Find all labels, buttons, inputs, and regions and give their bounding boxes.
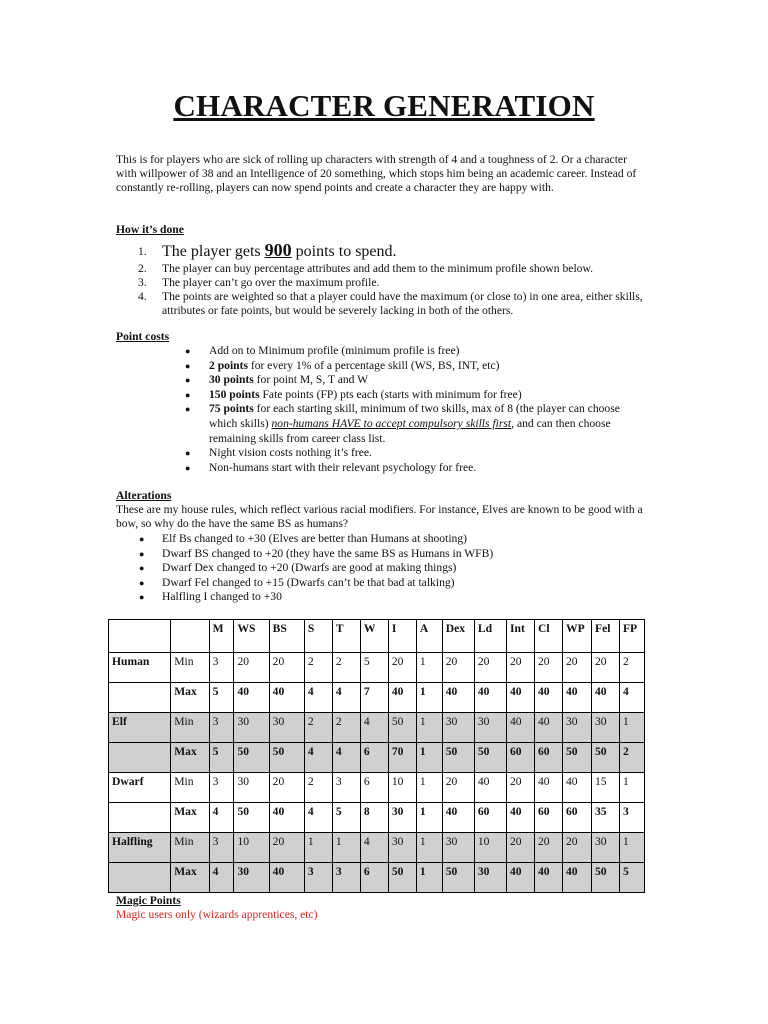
profile-table-body: [109, 620, 645, 893]
cost-text: Add on to Minimum profile (minimum profile is free): [209, 344, 460, 357]
list-item: [116, 240, 656, 262]
table-cell: 40: [474, 773, 506, 803]
table-cell: 5: [332, 803, 360, 833]
table-cell: 10: [234, 833, 269, 863]
table-cell: 5: [360, 653, 388, 683]
step-text: The player can’t go over the maximum profile.: [162, 276, 380, 289]
cost-text: , and can then choose remaining skills from career class list.: [209, 416, 611, 445]
table-cell: 60: [474, 803, 506, 833]
table-cell: 1: [416, 803, 442, 833]
table-cell: 50: [562, 743, 591, 773]
table-header-cell: S: [304, 620, 332, 653]
table-cell: 3: [304, 863, 332, 893]
table-cell: 5: [209, 743, 234, 773]
table-cell: 40: [591, 683, 619, 713]
bullet-icon: ●: [185, 346, 191, 356]
table-cell: 8: [360, 803, 388, 833]
table-cell: 20: [562, 653, 591, 683]
table-cell: 4: [360, 833, 388, 863]
magic-heading: Magic Points: [116, 894, 181, 907]
table-cell: 5: [619, 863, 644, 893]
table-cell: 40: [442, 683, 474, 713]
table-cell: 3: [332, 863, 360, 893]
table-cell: 40: [269, 683, 304, 713]
table-cell: 50: [234, 803, 269, 833]
list-item: [116, 359, 646, 374]
cost-text: Night vision costs nothing it’s free.: [209, 446, 372, 460]
list-item: [116, 402, 646, 446]
race-name-cell: [109, 683, 171, 713]
table-cell: 50: [442, 743, 474, 773]
table-cell: 50: [388, 713, 416, 743]
table-row: [109, 683, 645, 713]
cost-text: Fate points (FP) pts each (starts with minimum for free): [259, 387, 522, 401]
table-cell: 30: [388, 833, 416, 863]
table-cell: 20: [562, 833, 591, 863]
row-label-cell: Min: [171, 713, 209, 743]
table-cell: 30: [562, 713, 591, 743]
table-cell: 40: [534, 713, 562, 743]
table-cell: 20: [269, 653, 304, 683]
bullet-icon: ●: [139, 534, 145, 544]
bullet-icon: ●: [139, 592, 145, 603]
table-cell: 40: [562, 773, 591, 803]
list-item: [116, 373, 646, 388]
cost-text: for point M, S, T and W: [253, 373, 369, 387]
table-row: [109, 803, 645, 833]
table-header-cell: I: [388, 620, 416, 653]
table-cell: 10: [474, 833, 506, 863]
list-number: 4.: [138, 290, 147, 303]
list-item: [116, 547, 646, 562]
table-cell: 6: [360, 863, 388, 893]
table-cell: 20: [388, 653, 416, 683]
table-cell: 3: [209, 713, 234, 743]
table-cell: 40: [388, 683, 416, 713]
table-cell: 5: [209, 683, 234, 713]
table-cell: 20: [507, 653, 535, 683]
alteration-text: Dwarf BS changed to +20 (they have the same BS as Humans in WFB): [162, 546, 494, 560]
table-cell: 50: [234, 743, 269, 773]
table-cell: 1: [416, 743, 442, 773]
table-cell: 30: [442, 833, 474, 863]
table-cell: 1: [416, 683, 442, 713]
list-item: [116, 590, 646, 605]
table-header-cell: W: [360, 620, 388, 653]
intro-paragraph: This is for players who are sick of rolling up characters with strength of 4 and a toughness of 2. Or a character with willpower of 38 and an Intelligence of 20 something, which stops him being an academic career. Instead of constantly re-rolling, players can now spend points and create a character they are happy with.: [116, 153, 637, 194]
table-header-cell: Cl: [534, 620, 562, 653]
table-cell: 1: [332, 833, 360, 863]
table-cell: 1: [416, 863, 442, 893]
table-header-cell: FP: [619, 620, 644, 653]
list-item: [116, 446, 646, 461]
table-cell: 30: [388, 803, 416, 833]
table-cell: 40: [562, 863, 591, 893]
table-cell: 30: [234, 863, 269, 893]
table-cell: 20: [234, 653, 269, 683]
cost-amount: 150 points: [209, 387, 260, 401]
table-cell: 40: [507, 863, 535, 893]
table-cell: 2: [304, 773, 332, 803]
table-cell: 50: [591, 863, 619, 893]
table-cell: 2: [332, 713, 360, 743]
table-cell: 3: [209, 773, 234, 803]
table-cell: 20: [442, 653, 474, 683]
bullet-icon: ●: [139, 548, 145, 559]
table-cell: 2: [332, 653, 360, 683]
table-cell: 40: [234, 683, 269, 713]
bullet-icon: ●: [185, 448, 191, 459]
table-cell: 4: [332, 683, 360, 713]
table-cell: 70: [388, 743, 416, 773]
table-cell: 2: [304, 653, 332, 683]
table-cell: 30: [474, 863, 506, 893]
table-header-cell: WS: [234, 620, 269, 653]
table-cell: 50: [474, 743, 506, 773]
table-cell: 10: [388, 773, 416, 803]
row-label-cell: Max: [171, 743, 209, 773]
alterations-intro: These are my house rules, which reflect various racial modifiers. For instance, Elves are known to be good with a bow, so why do the have the same BS as humans?: [116, 503, 643, 530]
table-cell: 30: [234, 773, 269, 803]
table-cell: 6: [360, 773, 388, 803]
table-row: [109, 653, 645, 683]
list-item: [116, 290, 656, 318]
race-name-cell: Halfling: [109, 833, 171, 863]
table-cell: 30: [591, 713, 619, 743]
page-title: CHARACTER GENERATION: [173, 88, 595, 123]
row-label-cell: Min: [171, 653, 209, 683]
table-cell: 3: [332, 773, 360, 803]
step1-points: 900: [264, 240, 292, 260]
table-cell: 30: [234, 713, 269, 743]
bullet-icon: ●: [185, 462, 191, 473]
table-header-cell: Int: [507, 620, 535, 653]
table-cell: 3: [619, 803, 644, 833]
table-cell: 4: [619, 683, 644, 713]
alteration-text: Dwarf Dex changed to +20 (Dwarfs are good at making things): [162, 561, 457, 575]
table-cell: 20: [442, 773, 474, 803]
table-cell: 30: [474, 713, 506, 743]
magic-text: Magic users only (wizards apprentices, etc): [116, 908, 318, 921]
race-name-cell: [109, 863, 171, 893]
list-number: 3.: [138, 276, 147, 289]
table-row: [109, 713, 645, 743]
bullet-icon: ●: [185, 375, 191, 386]
table-cell: 20: [474, 653, 506, 683]
bullet-icon: ●: [139, 563, 145, 574]
list-item: [116, 276, 656, 290]
table-cell: 1: [416, 713, 442, 743]
table-cell: 20: [269, 773, 304, 803]
costs-heading: Point costs: [116, 330, 170, 343]
table-cell: 50: [388, 863, 416, 893]
table-cell: 3: [209, 653, 234, 683]
cost-amount: 75 points: [209, 402, 254, 416]
table-cell: 20: [269, 833, 304, 863]
table-cell: 30: [442, 713, 474, 743]
table-cell: 60: [562, 803, 591, 833]
table-cell: 40: [507, 803, 535, 833]
alterations-heading: Alterations: [116, 489, 172, 502]
alteration-text: Elf Bs changed to +30 (Elves are better than Humans at shooting): [162, 532, 467, 545]
table-cell: 40: [534, 683, 562, 713]
row-label-cell: Max: [171, 863, 209, 893]
table-cell: 40: [269, 863, 304, 893]
table-cell: 40: [562, 683, 591, 713]
table-cell: 4: [304, 743, 332, 773]
alteration-text: Dwarf Fel changed to +15 (Dwarfs can’t be that bad at talking): [162, 575, 455, 589]
table-cell: 1: [619, 773, 644, 803]
race-name-cell: [109, 743, 171, 773]
table-cell: 20: [534, 653, 562, 683]
table-row: [109, 863, 645, 893]
table-cell: 2: [619, 653, 644, 683]
race-name-cell: Elf: [109, 713, 171, 743]
list-item: [116, 561, 646, 576]
table-cell: 6: [360, 743, 388, 773]
table-cell: 50: [269, 743, 304, 773]
table-cell: 40: [534, 773, 562, 803]
table-header-cell: T: [332, 620, 360, 653]
table-cell: 60: [507, 743, 535, 773]
table-header-row: [109, 620, 645, 653]
table-cell: 15: [591, 773, 619, 803]
table-cell: 4: [332, 743, 360, 773]
table-cell: 30: [591, 833, 619, 863]
table-cell: 60: [534, 803, 562, 833]
table-row: [109, 743, 645, 773]
step1-prefix: The player gets: [162, 243, 265, 260]
table-header-cell: Fel: [591, 620, 619, 653]
table-header-cell: WP: [562, 620, 591, 653]
table-cell: 3: [209, 833, 234, 863]
costs-list: [116, 344, 646, 475]
table-cell: 40: [534, 863, 562, 893]
alteration-text: Halfling I changed to +30: [162, 590, 282, 604]
row-label-cell: Max: [171, 803, 209, 833]
table-cell: 4: [209, 803, 234, 833]
table-cell: 1: [416, 653, 442, 683]
table-cell: 40: [507, 683, 535, 713]
table-header-cell: [171, 620, 209, 653]
table-cell: 1: [416, 773, 442, 803]
table-cell: 2: [619, 743, 644, 773]
list-item: [116, 262, 656, 276]
table-header-cell: A: [416, 620, 442, 653]
table-cell: 35: [591, 803, 619, 833]
table-cell: 50: [442, 863, 474, 893]
list-number: 1.: [138, 245, 147, 258]
list-item: [116, 576, 646, 591]
profile-table: [108, 619, 645, 893]
table-cell: 1: [619, 833, 644, 863]
table-cell: 4: [209, 863, 234, 893]
bullet-icon: ●: [185, 360, 191, 371]
table-header-cell: M: [209, 620, 234, 653]
table-cell: 50: [591, 743, 619, 773]
list-item: [116, 532, 646, 547]
cost-amount: 2 points: [209, 358, 248, 372]
table-row: [109, 833, 645, 863]
list-item: [116, 461, 646, 476]
race-name-cell: [109, 803, 171, 833]
row-label-cell: Max: [171, 683, 209, 713]
step-text: The player can buy percentage attributes and add them to the minimum profile shown below.: [162, 262, 593, 275]
step1-suffix: points to spend.: [291, 243, 397, 260]
table-cell: 20: [534, 833, 562, 863]
table-cell: 1: [416, 833, 442, 863]
cost-amount: 30 points: [209, 373, 254, 387]
table-cell: 2: [304, 713, 332, 743]
table-cell: 4: [360, 713, 388, 743]
table-cell: 7: [360, 683, 388, 713]
table-header-cell: Dex: [442, 620, 474, 653]
list-item: [116, 344, 646, 359]
bullet-icon: ●: [185, 404, 191, 415]
alterations-list: [116, 532, 646, 605]
table-header-cell: BS: [269, 620, 304, 653]
cost-text: Non-humans start with their relevant psychology for free.: [209, 460, 477, 474]
table-cell: 40: [269, 803, 304, 833]
table-cell: 40: [507, 713, 535, 743]
table-cell: 40: [442, 803, 474, 833]
table-cell: 4: [304, 803, 332, 833]
step-text: The points are weighted so that a player could have the maximum (or close to) in one area, either skills, attributes or fate points, but would be severely lacking in both of the others.: [162, 290, 643, 317]
steps-list: [116, 240, 656, 318]
how-heading: How it’s done: [116, 223, 184, 236]
row-label-cell: Min: [171, 833, 209, 863]
cost-emphasis: non-humans HAVE to accept compulsory skills first: [271, 416, 512, 430]
race-name-cell: Dwarf: [109, 773, 171, 803]
table-cell: 4: [304, 683, 332, 713]
cost-text: for each starting skill, minimum of two skills, max of 8 (the player can choose which skills): [209, 402, 620, 430]
race-name-cell: Human: [109, 653, 171, 683]
table-row: [109, 773, 645, 803]
bullet-icon: ●: [185, 389, 191, 400]
table-cell: 20: [591, 653, 619, 683]
table-cell: 30: [269, 713, 304, 743]
bullet-icon: ●: [139, 577, 145, 588]
cost-text: for every 1% of a percentage skill (WS, BS, INT, etc): [247, 358, 500, 372]
table-cell: 1: [304, 833, 332, 863]
table-header-cell: Ld: [474, 620, 506, 653]
table-header-cell: [109, 620, 171, 653]
table-cell: 60: [534, 743, 562, 773]
table-cell: 1: [619, 713, 644, 743]
list-number: 2.: [138, 262, 147, 275]
table-cell: 40: [474, 683, 506, 713]
list-item: [116, 388, 646, 403]
row-label-cell: Min: [171, 773, 209, 803]
table-cell: 20: [507, 773, 535, 803]
table-cell: 20: [507, 833, 535, 863]
